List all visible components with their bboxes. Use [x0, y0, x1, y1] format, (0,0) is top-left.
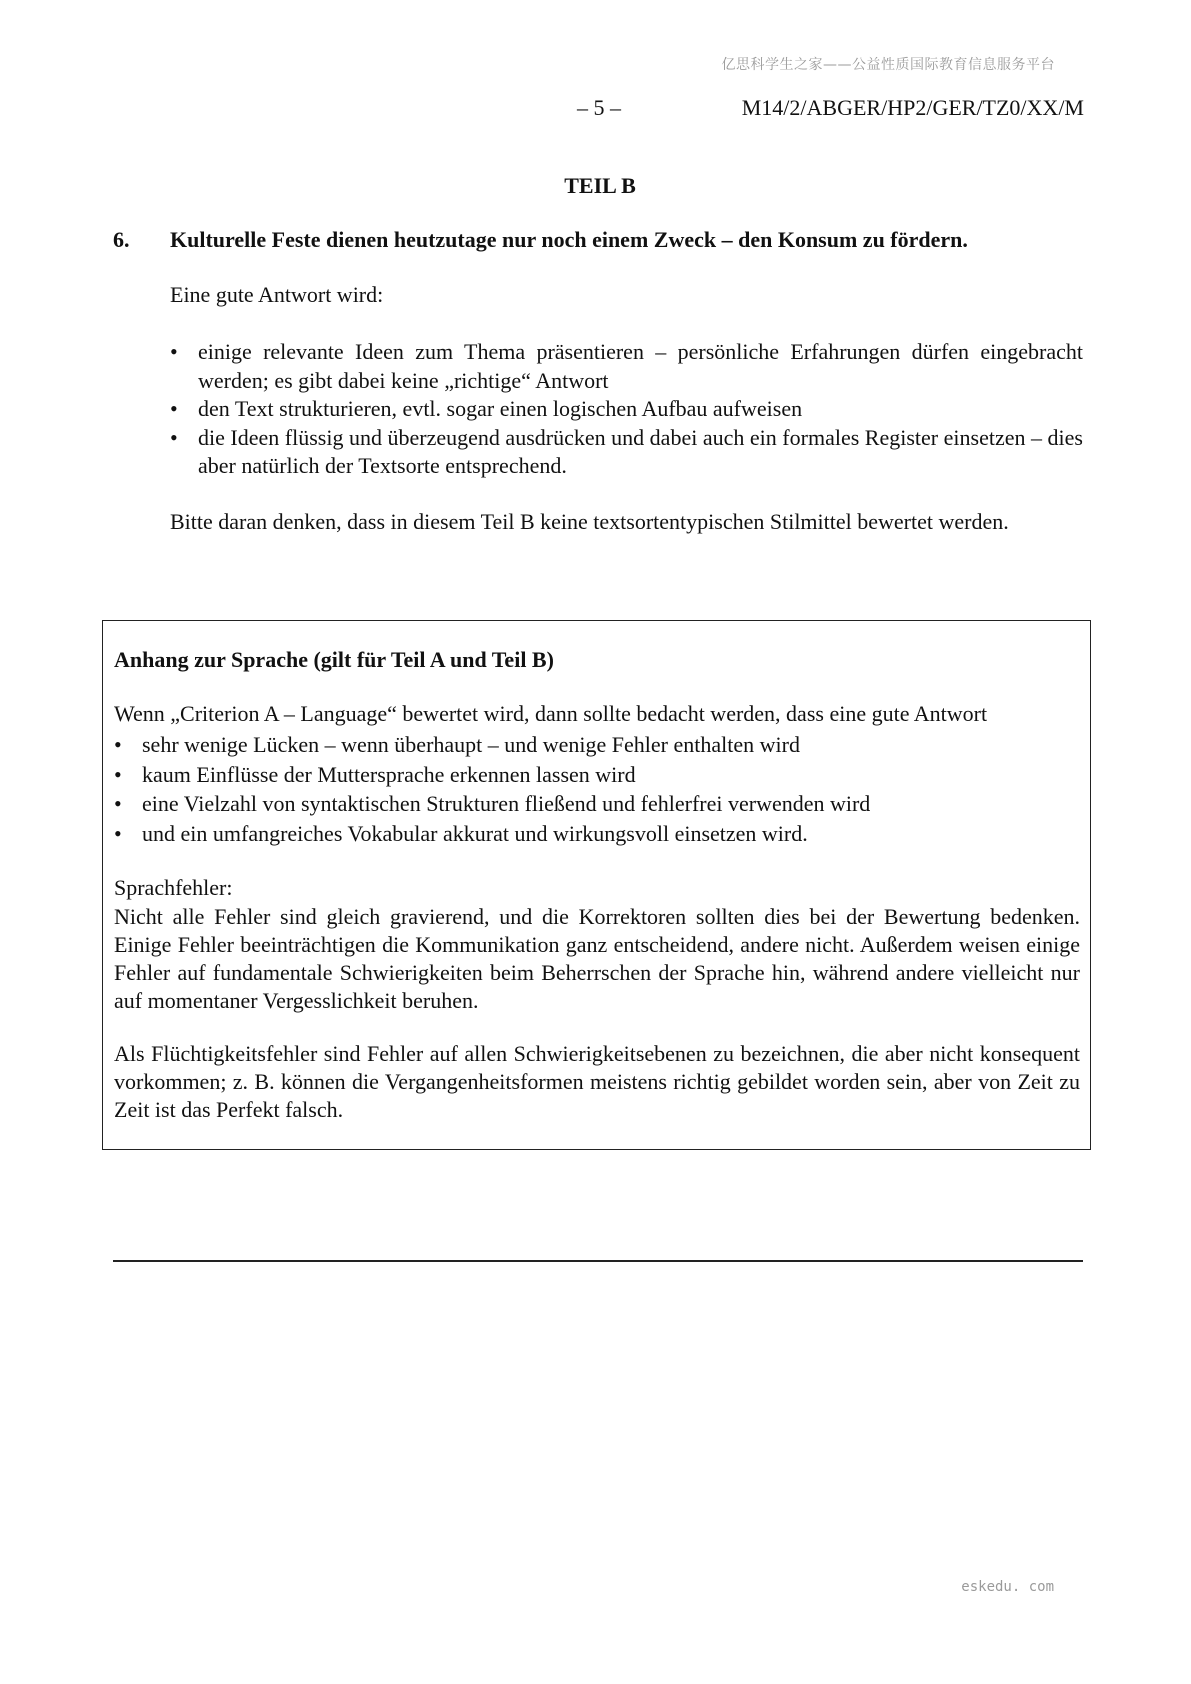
footer-divider [113, 1260, 1083, 1262]
part-title: TEIL B [564, 173, 636, 198]
bullet-icon: • [170, 424, 178, 450]
list-item [114, 789, 870, 819]
bullet-icon: • [114, 791, 122, 816]
criterion-text: einige relevante Ideen zum Thema präsentieren – persönliche Erfahrungen dürfen eingebracht werden; es gibt dabei keine „richtige“ Antwort [198, 339, 1083, 393]
list-item [170, 424, 1083, 481]
footer-site-text: eskedu. com [961, 1579, 1054, 1595]
appendix-item-text: kaum Einflüsse der Muttersprache erkennen lassen wird [142, 761, 636, 787]
appendix-item-text: und ein umfangreiches Vokabular akkurat und wirkungsvoll einsetzen wird. [142, 820, 808, 846]
question-text: Kulturelle Feste dienen heutzutage nur noch einem Zweck – den Konsum zu fördern. [170, 227, 968, 252]
answer-intro: Eine gute Antwort wird: [170, 282, 384, 307]
errors-paragraph: Nicht alle Fehler sind gleich gravierend, und die Korrektoren sollten dies bei der Bewertung bedenken. Einige Fehler beeinträchtigen die Kommunikation ganz entscheidend, andere nicht. Außerdem weisen einige Fehler auf fundamentale Schwierigkeiten beim Beherrschen der Sprache hin, während andere vielleicht nur auf momentaner Vergesslichkeit beruhen. [114, 904, 1080, 1013]
note-paragraph: Bitte daran denken, dass in diesem Teil B keine textsortentypischen Stilmittel bewertet werden. [170, 509, 1009, 534]
list-item [170, 338, 1083, 395]
appendix-title: Anhang zur Sprache (gilt für Teil A und Teil B) [114, 647, 554, 672]
bullet-icon: • [114, 761, 122, 787]
bullet-icon: • [114, 732, 122, 757]
appendix-list [114, 730, 870, 848]
appendix-box [102, 620, 1091, 1150]
list-item [114, 760, 870, 790]
list-item [170, 395, 1083, 424]
criterion-text: den Text strukturieren, evtl. sogar einen logischen Aufbau aufweisen [198, 396, 803, 421]
criteria-list [170, 338, 1083, 481]
errors-heading: Sprachfehler: [114, 875, 233, 900]
appendix-intro: Wenn „Criterion A – Language“ bewertet wird, dann sollte bedacht werden, dass eine gute Antwort [114, 701, 988, 726]
page-header [0, 95, 1191, 125]
appendix-item-text: eine Vielzahl von syntaktischen Strukturen fließend und fehlerfrei verwenden wird [142, 791, 871, 816]
question-number: 6. [113, 227, 130, 252]
watermark-text: 亿思科学生之家——公益性质国际教育信息服务平台 [721, 57, 1055, 73]
bullet-icon: • [170, 339, 178, 364]
criterion-text: die Ideen flüssig und überzeugend ausdrücken und dabei auch ein formales Register einsetzen – dies aber natürlich der Textsorte entsprechend. [198, 424, 1083, 478]
slips-paragraph: Als Flüchtigkeitsfehler sind Fehler auf allen Schwierigkeitsebenen zu bezeichnen, die aber nicht konsequent vorkommen; z. B. können die Vergangenheitsformen meistens richtig gebildet worden sein, aber von Zeit zu Zeit ist das Perfekt falsch. [114, 1041, 1080, 1122]
document-code: M14/2/ABGER/HP2/GER/TZ0/XX/M [741, 95, 1084, 120]
appendix-item-text: sehr wenige Lücken – wenn überhaupt – und wenige Fehler enthalten wird [142, 732, 800, 757]
bullet-icon: • [114, 820, 122, 846]
list-item [114, 730, 870, 760]
bullet-icon: • [170, 396, 178, 421]
page-number: – 5 – [577, 95, 621, 120]
list-item [114, 819, 870, 849]
